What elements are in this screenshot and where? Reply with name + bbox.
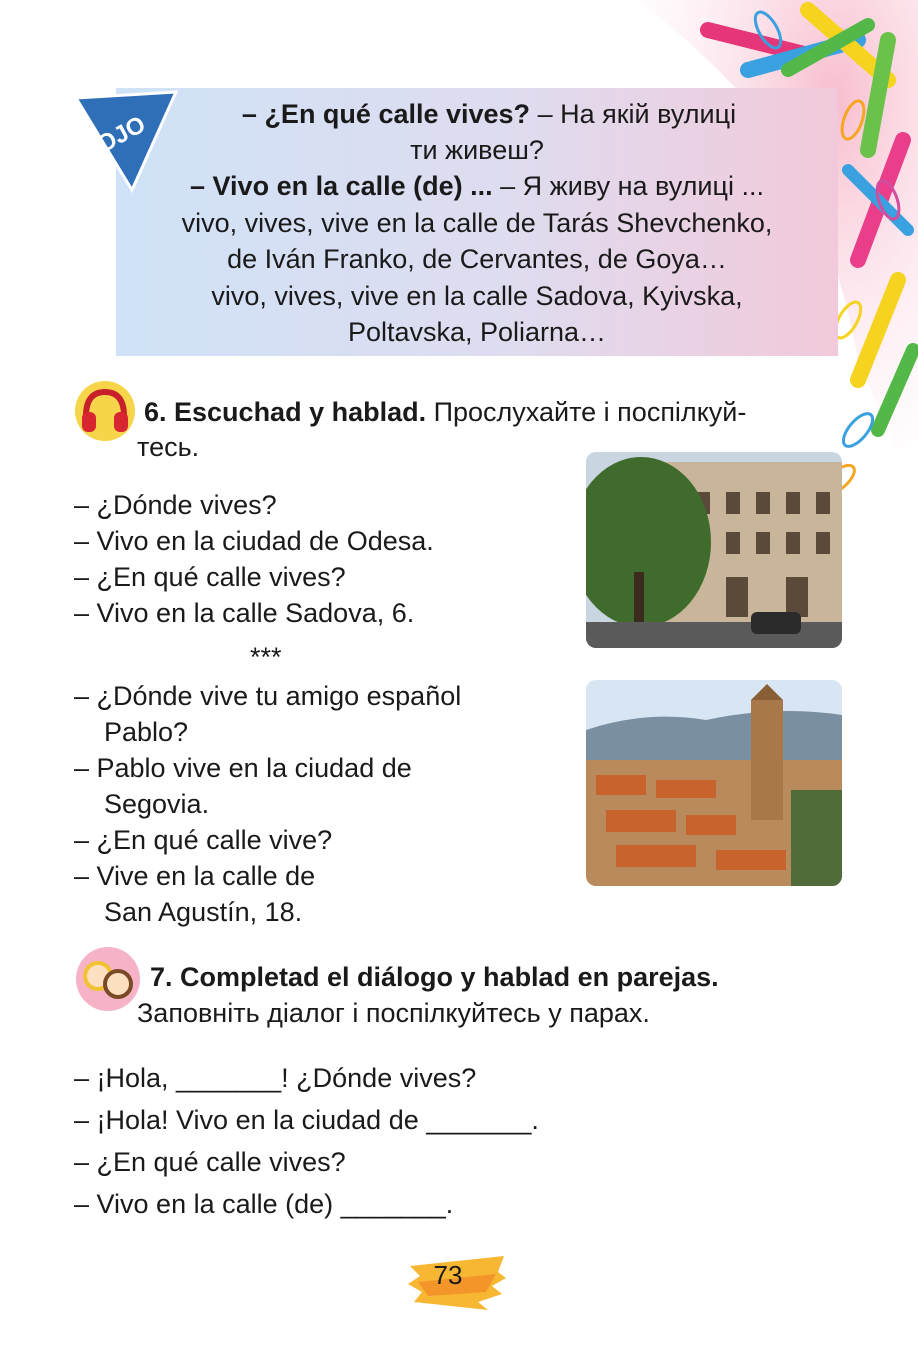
ojo-line-5: de Iván Franko, de Cervantes, de Goya… bbox=[227, 244, 727, 274]
dialogue-2-line: – Pablo vive en la ciudad de bbox=[74, 753, 412, 783]
page-number: 73 bbox=[433, 1260, 463, 1290]
exercise-7-title-text: 7. Completad el diálogo y hablad en parejas. bbox=[150, 962, 719, 992]
dialogue-2-line: – ¿Dónde vive tu amigo español bbox=[74, 681, 462, 711]
ojo-badge-label: OJO bbox=[92, 110, 151, 159]
exercise-7-title bbox=[150, 960, 719, 994]
ojo-question-es: – ¿En qué calle vives? bbox=[241, 99, 531, 129]
odesa-building-photo bbox=[586, 452, 842, 648]
ojo-answer-uk: – Я живу на вулиці ... bbox=[492, 171, 764, 201]
ojo-line-1 bbox=[134, 97, 844, 132]
fill-in-line: – ¿En qué calle vives? bbox=[74, 1147, 346, 1177]
dialogue-2-line: Segovia. bbox=[104, 789, 210, 819]
exercise-6-heading bbox=[144, 395, 746, 429]
dialogue-1-line: – ¿En qué calle vives? bbox=[74, 562, 346, 592]
exercise-6-instruction-cont: тесь. bbox=[137, 432, 200, 462]
ojo-line-4: vivo, vives, vive en la calle de Tarás Shevchenko, bbox=[181, 208, 773, 238]
kids-talking-icon bbox=[72, 946, 144, 1012]
exercise-7-instruction: Заповніть діалог і поспілкуйтесь у парах. bbox=[137, 998, 650, 1028]
dialogue-2-line: Pablo? bbox=[104, 717, 189, 747]
exercise-6-instruction: Прослухайте і поспілкуй- bbox=[426, 397, 747, 427]
dialogue-1-line: – ¿Dónde vives? bbox=[74, 490, 277, 520]
ojo-line-3 bbox=[116, 169, 838, 204]
dialogue-1-line: – Vivo en la ciudad de Odesa. bbox=[74, 526, 434, 556]
headphones-icon bbox=[74, 380, 136, 442]
fill-in-line: – ¡Hola! Vivo en la ciudad de _______. bbox=[74, 1105, 539, 1135]
dialogue-2-line: San Agustín, 18. bbox=[104, 897, 303, 927]
fill-in-line: – ¡Hola, _______! ¿Dónde vives? bbox=[74, 1063, 477, 1093]
dialogue-1-line: – Vivo en la calle Sadova, 6. bbox=[74, 598, 415, 628]
separator-stars: *** bbox=[250, 642, 282, 672]
ojo-line-6: vivo, vives, vive en la calle Sadova, Kyivska, bbox=[211, 281, 743, 311]
ojo-answer-es: – Vivo en la calle (de) ... bbox=[190, 171, 493, 201]
ojo-line-2: ти живеш? bbox=[410, 135, 544, 165]
segovia-city-photo bbox=[586, 680, 842, 886]
ojo-question-uk: – На якій вулиці bbox=[530, 99, 737, 129]
dialogue-2-line: – Vive en la calle de bbox=[74, 861, 316, 891]
dialogue-2-line: – ¿En qué calle vive? bbox=[74, 825, 333, 855]
ojo-line-7: Poltavska, Poliarna… bbox=[347, 317, 607, 347]
fill-in-line: – Vivo en la calle (de) _______. bbox=[74, 1189, 454, 1219]
exercise-6-title: 6. Escuchad y hablad. bbox=[144, 397, 427, 427]
